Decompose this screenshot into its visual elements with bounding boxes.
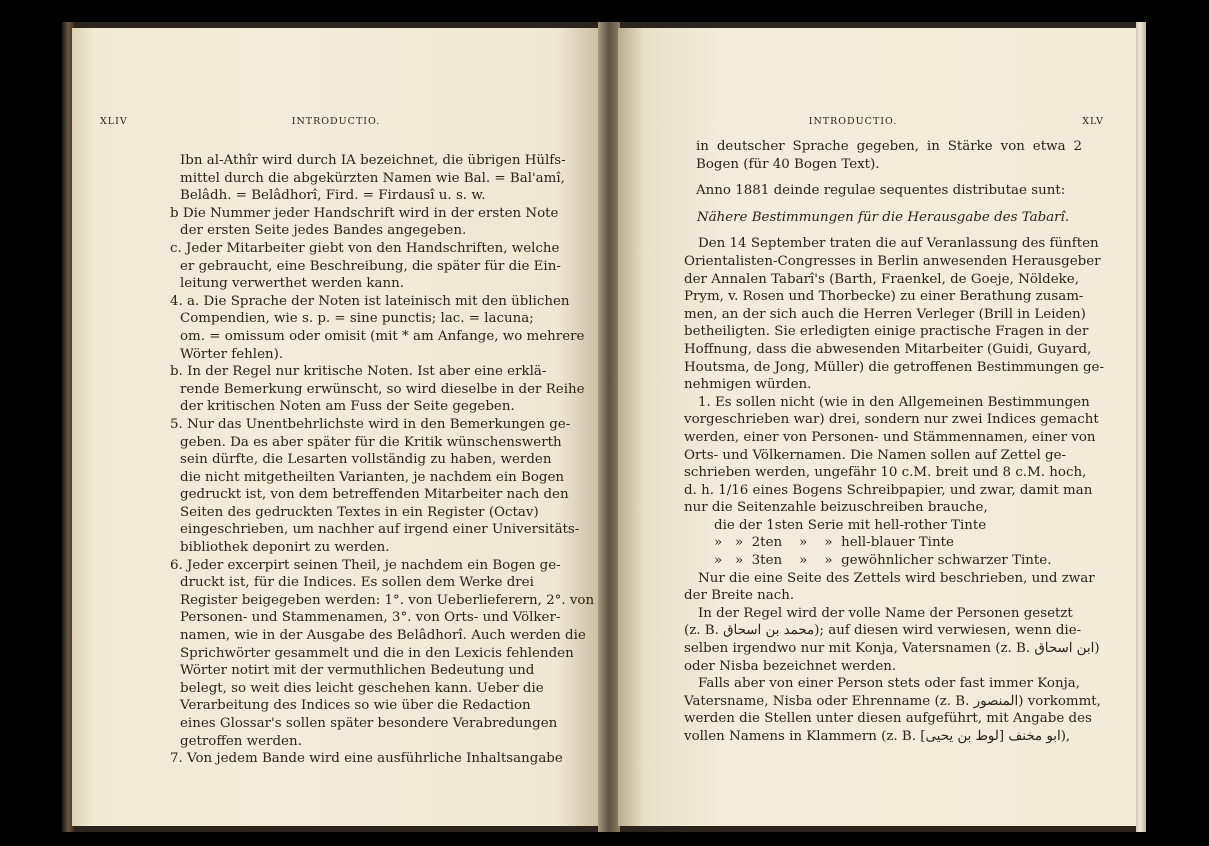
right-closing-text [684, 570, 1101, 746]
text-line: sein dürfte, die Lesarten vollständig zu haben, werden [180, 452, 552, 468]
text-line: 4. a. Die Sprache der Noten ist lateinisch mit den üblichen [170, 293, 570, 309]
text-line: d. h. 1/16 eines Bogens Schreibpapier, und zwar, damit man [684, 482, 1093, 498]
text-line: die der 1sten Serie mit hell-rother Tinte [714, 517, 987, 533]
text-line: Houtsma, de Jong, Müller) die getroffenen Bestimmungen ge- [684, 359, 1104, 375]
right-page-number: XLV [1082, 116, 1104, 127]
text-line: oder Nisba bezeichnet werden. [684, 658, 897, 674]
text-line: der Annalen Tabarî's (Barth, Fraenkel, de Goeje, Nöldeke, [684, 271, 1079, 287]
right-main-text [684, 235, 1104, 517]
text-line: 6. Jeder excerpirt seinen Theil, je nachdem ein Bogen ge- [170, 557, 561, 573]
text-line: Compendien, wie s. p. = sine punctis; lac. = lacuna; [180, 311, 534, 327]
page-edge-right [1136, 22, 1146, 832]
text-line: vollen Namens in Klammern (z. B. ابو مخنف [لوط بن يحيى]), [684, 729, 1071, 744]
text-line: namen, wie in der Ausgabe des Belâdhorî. Auch werden die [180, 628, 586, 644]
book-gutter [598, 22, 620, 832]
right-running-head: INTRODUCTIO. [808, 116, 898, 127]
text-line: die nicht mitgetheilten Varianten, je nachdem ein Bogen [180, 469, 565, 485]
text-line: er gebraucht, eine Beschreibung, die später für die Ein- [180, 258, 561, 274]
ink-series-list [684, 517, 1082, 570]
text-line: om. = omissum oder omisit (mit * am Anfange, wo mehrere [180, 328, 585, 344]
text-line: mittel durch die abgekürzten Namen wie Bal. = Bal'amî, [180, 170, 565, 186]
text-line: Bogen (für 40 Bogen Text). [696, 156, 880, 172]
text-line: Verarbeitung des Indices so wie über die Redaction [180, 698, 531, 714]
text-line: Ibn al-Athîr wird durch IA bezeichnet, die übrigen Hülfs- [180, 153, 566, 168]
text-line: Prym, v. Rosen und Thorbecke) zu einer Berathung zusam- [684, 289, 1084, 305]
text-line: (z. B. محمد بن اسحاق); auf diesen wird verwiesen, wenn die- [684, 623, 1082, 639]
text-line: werden, einer von Personen- und Stämmennamen, einer von [684, 429, 1096, 445]
text-line: b. In der Regel nur kritische Noten. Ist aber eine erklä- [170, 364, 547, 380]
text-line: werden die Stellen unter diesen aufgeführt, mit Angabe des [684, 711, 1092, 727]
text-line: men, an der sich auch die Herren Verleger (Brill in Leiden) [684, 306, 1086, 322]
anno-line: Anno 1881 deinde regulae sequentes distributae sunt: [696, 183, 1066, 199]
open-book [62, 22, 1146, 832]
left-page-body [170, 152, 595, 768]
text-line: in deutscher Sprache gegeben, in Stärke von etwa 2 [696, 139, 1082, 154]
text-line: bibliothek deponirt zu werden. [180, 540, 390, 556]
text-line: Hoffnung, dass die abwesenden Mitarbeiter (Guidi, Guyard, [684, 341, 1092, 357]
left-page-number: XLIV [100, 116, 128, 127]
text-line: Seiten des gedruckten Textes in ein Register (Octav) [180, 504, 539, 520]
text-line: Belâdh. = Belâdhorî, Fird. = Firdausî u. s. w. [180, 188, 486, 204]
left-running-head: INTRODUCTIO. [291, 116, 381, 127]
text-line: gedruckt ist, von dem betreffenden Mitarbeiter nach den [180, 487, 569, 503]
text-line: Sprichwörter gesammelt und die in den Lexicis fehlenden [180, 645, 574, 661]
text-line: eingeschrieben, um nachher auf irgend einer Universitäts- [180, 522, 580, 538]
text-line: b Die Nummer jeder Handschrift wird in der ersten Note [170, 205, 559, 221]
right-page-body [684, 138, 1104, 746]
text-line: Falls aber von einer Person stets oder fast immer Konja, [698, 676, 1080, 692]
text-line: leitung verwerthet werden kann. [180, 276, 404, 292]
text-line: Personen- und Stammenamen, 3°. von Orts- und Völker- [180, 610, 561, 626]
text-line: Nur die eine Seite des Zettels wird beschrieben, und zwar [698, 570, 1095, 586]
text-line: c. Jeder Mitarbeiter giebt von den Handschriften, welche [170, 240, 560, 256]
text-line: » » 3ten » » gewöhnlicher schwarzer Tinte. [714, 553, 1052, 569]
text-line: druckt ist, für die Indices. Es sollen dem Werke drei [180, 575, 534, 591]
text-line: Orts- und Völkernamen. Die Namen sollen auf Zettel ge- [684, 447, 1067, 463]
text-line: der Breite nach. [684, 588, 795, 604]
text-line: getroffen werden. [180, 733, 302, 749]
text-line: Wörter fehlen). [180, 346, 284, 362]
text-line: der ersten Seite jedes Bandes angegeben. [180, 223, 467, 239]
text-line: Orientalisten-Congresses in Berlin anwesenden Herausgeber [684, 253, 1101, 269]
text-line: selben irgendwo nur mit Konja, Vatersnamen (z. B. ابن اسحاق) [684, 641, 1100, 657]
text-line: nur die Seitenzahle beizuschreiben brauche, [684, 500, 988, 516]
text-line: der kritischen Noten am Fuss der Seite gegeben. [180, 399, 515, 415]
text-line: 7. Von jedem Bande wird eine ausführliche Inhaltsangabe [170, 751, 563, 767]
text-line: In der Regel wird der volle Name der Personen gesetzt [698, 605, 1073, 621]
text-line: Den 14 September traten die auf Veranlassung des fünften [698, 236, 1099, 252]
text-line: betheiligten. Sie erledigten einige practische Fragen in der [684, 324, 1089, 340]
text-line: schrieben werden, ungefähr 10 c.M. breit und 8 c.M. hoch, [684, 465, 1087, 481]
text-line: Vatersname, Nisba oder Ehrenname (z. B. المنصور) vorkommt, [684, 693, 1101, 709]
text-line: 1. Es sollen nicht (wie in den Allgemeinen Bestimmungen [698, 394, 1090, 410]
text-line: belegt, so weit dies leicht geschehen kann. Ueber die [180, 680, 544, 696]
text-line: 5. Nur das Unentbehrlichste wird in den Bemerkungen ge- [170, 416, 571, 432]
text-line: geben. Da es aber später für die Kritik wünschenswerth [180, 434, 562, 450]
text-line: Wörter notirt mit der vermuthlichen Bedeutung und [180, 663, 535, 679]
text-line: vorgeschrieben war) drei, sondern nur zwei Indices gemacht [684, 412, 1099, 428]
right-page [618, 28, 1138, 826]
text-line: rende Bemerkung erwünscht, so wird dieselbe in der Reihe [180, 381, 585, 397]
text-line: Register beigegeben werden: 1°. von Ueberlieferern, 2°. von [180, 592, 595, 608]
section-title: Nähere Bestimmungen für die Herausgabe des Tabarî. [696, 209, 1070, 225]
text-line: eines Glossar's sollen später besondere Verabredungen [180, 716, 558, 731]
text-line: nehmigen würden. [684, 377, 812, 393]
left-page [72, 28, 600, 826]
text-line: » » 2ten » » hell-blauer Tinte [714, 535, 954, 551]
